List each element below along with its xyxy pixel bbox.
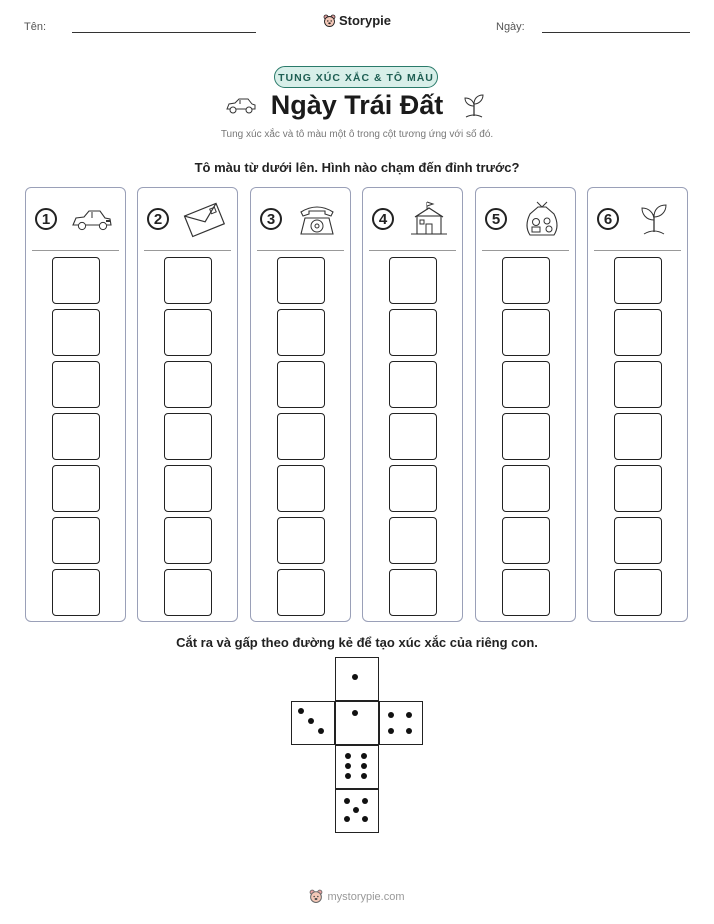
brand-logo (0, 13, 714, 28)
date-line[interactable] (542, 32, 690, 33)
seedling-icon (632, 200, 676, 238)
die-face[interactable] (291, 701, 335, 745)
die-face[interactable] (335, 701, 379, 745)
color-cell[interactable] (277, 517, 325, 564)
color-cell[interactable] (502, 361, 550, 408)
die-pip (353, 807, 359, 813)
color-cell[interactable] (389, 465, 437, 512)
dice-column-4 (362, 187, 463, 622)
color-cell[interactable] (52, 309, 100, 356)
color-cell[interactable] (389, 309, 437, 356)
die-pip (344, 798, 350, 804)
color-cell[interactable] (389, 361, 437, 408)
dice-column-5 (475, 187, 576, 622)
date-label: Ngày: (496, 21, 525, 33)
color-cell[interactable] (614, 465, 662, 512)
color-cell[interactable] (277, 413, 325, 460)
die-pip (362, 816, 368, 822)
dice-column-2 (137, 187, 238, 622)
color-cell[interactable] (502, 569, 550, 616)
die-pip (406, 712, 412, 718)
trash-bag-icon (520, 200, 564, 238)
dice-instruction: Cắt ra và gấp theo đường kẻ để tạo xúc xắc của riêng con. (176, 635, 538, 650)
die-face[interactable] (379, 701, 423, 745)
color-cell[interactable] (164, 361, 212, 408)
die-pip (388, 712, 394, 718)
die-pip (406, 728, 412, 734)
die-pip (318, 728, 324, 734)
die-pip (352, 710, 358, 716)
color-cell[interactable] (164, 413, 212, 460)
footer (0, 889, 714, 906)
color-cell[interactable] (164, 517, 212, 564)
telephone-icon (295, 200, 339, 238)
color-cell[interactable] (277, 465, 325, 512)
color-cell[interactable] (52, 361, 100, 408)
coloring-instruction: Tô màu từ dưới lên. Hình nào chạm đến đỉnh trước? (194, 160, 520, 175)
die-face[interactable] (335, 789, 379, 833)
color-cell[interactable] (52, 413, 100, 460)
column-number: 5 (485, 208, 507, 230)
die-pip (345, 763, 351, 769)
name-line[interactable] (72, 32, 256, 33)
color-cell[interactable] (614, 413, 662, 460)
die-pip (298, 708, 304, 714)
die-pip (344, 816, 350, 822)
die-pip (345, 753, 351, 759)
die-pip (388, 728, 394, 734)
color-cell[interactable] (614, 309, 662, 356)
dice-column-6 (587, 187, 688, 622)
die-pip (361, 763, 367, 769)
page-subtitle: Tung xúc xắc và tô màu một ô trong cột tương ứng với số đó. (220, 129, 494, 140)
die-pip (308, 718, 314, 724)
car-icon (70, 200, 114, 238)
color-cell[interactable] (614, 361, 662, 408)
column-number: 2 (147, 208, 169, 230)
die-pip (362, 798, 368, 804)
color-cell[interactable] (52, 569, 100, 616)
column-number: 3 (260, 208, 282, 230)
die-pip (361, 773, 367, 779)
envelope-icon (182, 200, 226, 238)
die-pip (352, 674, 358, 680)
color-cell[interactable] (164, 257, 212, 304)
title-seedling-icon (462, 92, 486, 120)
color-cell[interactable] (164, 569, 212, 616)
color-cell[interactable] (389, 517, 437, 564)
color-cell[interactable] (614, 257, 662, 304)
column-number: 4 (372, 208, 394, 230)
die-pip (345, 773, 351, 779)
name-label: Tên: (24, 21, 47, 33)
color-cell[interactable] (389, 413, 437, 460)
color-cell[interactable] (52, 465, 100, 512)
color-cell[interactable] (502, 517, 550, 564)
color-cell[interactable] (502, 413, 550, 460)
color-cell[interactable] (52, 517, 100, 564)
color-cell[interactable] (389, 569, 437, 616)
activity-badge: TUNG XÚC XẮC & TÔ MÀU (274, 66, 438, 88)
die-face[interactable] (335, 657, 379, 701)
color-cell[interactable] (614, 569, 662, 616)
color-cell[interactable] (164, 465, 212, 512)
color-cell[interactable] (277, 257, 325, 304)
page-title: Ngày Trái Đất (270, 90, 444, 120)
schoolhouse-icon (407, 200, 451, 238)
brand-name: Storypie (338, 13, 391, 28)
column-number: 1 (35, 208, 57, 230)
footer-url[interactable]: mystorypie.com (327, 891, 405, 903)
color-cell[interactable] (502, 465, 550, 512)
color-cell[interactable] (277, 309, 325, 356)
die-face[interactable] (335, 745, 379, 789)
color-cell[interactable] (389, 257, 437, 304)
bear-logo-icon (309, 889, 323, 906)
color-cell[interactable] (502, 309, 550, 356)
column-number: 6 (597, 208, 619, 230)
dice-column-3 (250, 187, 351, 622)
color-cell[interactable] (502, 257, 550, 304)
color-cell[interactable] (52, 257, 100, 304)
color-cell[interactable] (277, 569, 325, 616)
dice-column-1 (25, 187, 126, 622)
color-cell[interactable] (164, 309, 212, 356)
bear-logo-icon (323, 14, 336, 27)
color-cell[interactable] (614, 517, 662, 564)
color-cell[interactable] (277, 361, 325, 408)
die-pip (361, 753, 367, 759)
